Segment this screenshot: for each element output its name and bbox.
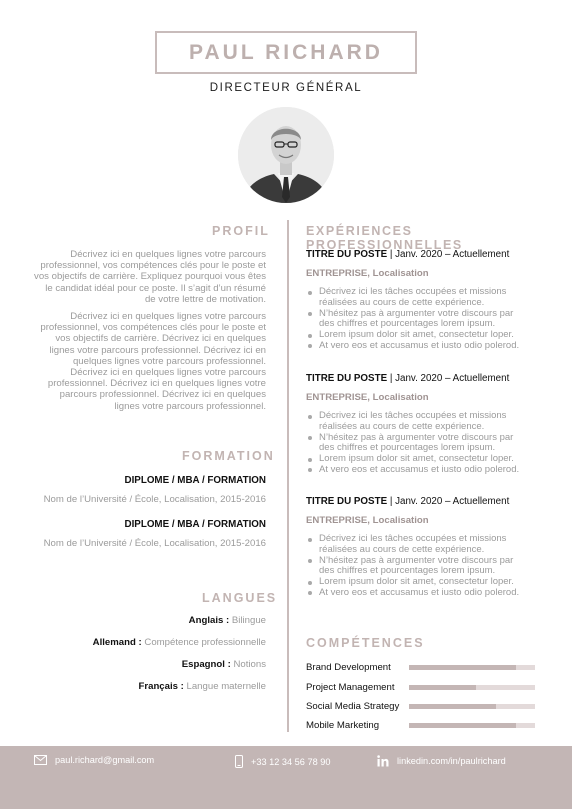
- bullet-item: Décrivez ici les tâches occupées et missions réalisées au cours de cette expérience.: [306, 534, 536, 556]
- job-heading: [306, 373, 546, 384]
- phone-text: +33 12 34 56 78 90: [251, 756, 331, 767]
- contact-phone[interactable]: [235, 755, 330, 768]
- skill-bar: [409, 685, 535, 690]
- job-period: | Janv. 2020 – Actuellement: [387, 373, 510, 384]
- language-level: Compétence professionnelle: [144, 637, 266, 648]
- job-period: | Janv. 2020 – Actuellement: [387, 249, 510, 260]
- bullet-item: Lorem ipsum dolor sit amet, consectetur loper.: [306, 577, 536, 588]
- job-bullets: [306, 411, 536, 476]
- candidate-name: PAUL RICHARD: [189, 40, 383, 64]
- contact-footer: [0, 746, 572, 809]
- job-position: TITRE DU POSTE: [306, 373, 388, 384]
- email-text: paul.richard@gmail.com: [55, 755, 155, 765]
- language-item: [32, 615, 266, 626]
- text-line: Décrivez ici en quelques lignes votre parcours: [70, 311, 266, 322]
- job-position: TITRE DU POSTE: [306, 249, 388, 260]
- job-heading: [306, 496, 546, 507]
- bullet-item: Lorem ipsum dolor sit amet, consectetur loper.: [306, 454, 536, 465]
- contact-linkedin[interactable]: [377, 755, 506, 767]
- skill-bar: [409, 704, 535, 709]
- profile-section-title: PROFIL: [212, 224, 270, 238]
- text-line: de votre lettre de motivation.: [144, 293, 266, 305]
- bullet-item: Décrivez ici les tâches occupées et missions réalisées au cours de cette expérience.: [306, 411, 536, 433]
- bullet-item: At vero eos et accusamus et iusto odio polerod.: [306, 465, 536, 476]
- job-company: ENTREPRISE, Localisation: [306, 392, 429, 403]
- education-section-title: FORMATION: [182, 449, 275, 463]
- skill-fill: [409, 665, 516, 670]
- skill-bar: [409, 665, 535, 670]
- text-line: professionnel, vos compétences clés pour le poste et: [40, 260, 266, 272]
- linkedin-text: linkedin.com/in/paulrichard: [397, 756, 506, 766]
- bullet-item: At vero eos et accusamus et iusto odio polerod.: [306, 588, 536, 599]
- text-line: le candidat idéal pour ce poste. Il s’agit d’un résumé: [45, 282, 266, 294]
- language-level: Langue maternelle: [186, 681, 266, 692]
- bullet-item: At vero eos et accusamus et iusto odio polerod.: [306, 341, 536, 352]
- job-heading: [306, 249, 546, 260]
- text-line: professionnel. Décrivez ici en quelques lignes votre: [47, 378, 266, 390]
- job-title: DIRECTEUR GÉNÉRAL: [209, 82, 363, 94]
- language-name: Anglais :: [188, 615, 230, 626]
- text-line: parcours professionnel. Décrivez ici en quelques: [59, 389, 266, 401]
- linkedin-icon: [377, 755, 389, 767]
- education-degree: DIPLOME / MBA / FORMATION: [124, 519, 266, 530]
- column-divider: [287, 220, 289, 732]
- education-detail: Nom de l’Université / École, Localisation, 2015-2016: [43, 494, 266, 505]
- person-portrait-icon: [238, 107, 334, 203]
- skill-fill: [409, 685, 476, 690]
- text-line: lignes votre parcours professionnel.: [114, 400, 266, 412]
- job-bullets: [306, 534, 536, 599]
- bullet-item: Décrivez ici les tâches occupées et missions réalisées au cours de cette expérience.: [306, 287, 536, 309]
- education-detail: Nom de l’Université / École, Localisation, 2015-2016: [43, 538, 266, 549]
- bullet-item: Lorem ipsum dolor sit amet, consectetur loper.: [306, 330, 536, 341]
- job-period: | Janv. 2020 – Actuellement: [387, 496, 510, 507]
- skill-fill: [409, 704, 496, 709]
- phone-icon: [235, 755, 243, 768]
- skill-label: Project Management: [306, 682, 395, 693]
- bullet-item: N’hésitez pas à argumenter votre discours par des chiffres et pourcentages lorem ipsum.: [306, 309, 536, 331]
- education-degree: DIPLOME / MBA / FORMATION: [124, 475, 266, 486]
- job-bullets: [306, 287, 536, 352]
- language-name: Espagnol :: [181, 659, 231, 670]
- job-company: ENTREPRISE, Localisation: [306, 268, 429, 279]
- contact-email[interactable]: [34, 755, 154, 765]
- language-item: [32, 637, 266, 648]
- language-item: [32, 681, 266, 692]
- envelope-icon: [34, 755, 47, 765]
- bullet-item: N’hésitez pas à argumenter votre discours par des chiffres et pourcentages lorem ipsum.: [306, 556, 536, 578]
- text-line: professionnel, vos compétences clés pour le poste et: [40, 322, 266, 334]
- language-level: Notions: [233, 659, 266, 670]
- skill-bar: [409, 723, 535, 728]
- skill-label: Mobile Marketing: [306, 720, 380, 731]
- language-name: Français :: [138, 681, 184, 692]
- text-line: vos objectifs de carrière. Expliquez pourquoi vous êtes: [34, 271, 266, 283]
- bullet-item: N’hésitez pas à argumenter votre discours par des chiffres et pourcentages lorem ipsum.: [306, 433, 536, 455]
- text-line: Décrivez ici en quelques lignes votre parcours: [70, 367, 266, 379]
- profile-paragraph-2: [32, 311, 266, 412]
- language-name: Allemand :: [92, 637, 142, 648]
- language-level: Bilingue: [231, 615, 266, 626]
- skill-label: Brand Development: [306, 662, 391, 673]
- name-box: [155, 31, 417, 74]
- job-position: TITRE DU POSTE: [306, 496, 388, 507]
- skill-fill: [409, 723, 516, 728]
- skill-label: Social Media Strategy: [306, 701, 400, 712]
- job-company: ENTREPRISE, Localisation: [306, 515, 429, 526]
- profile-paragraph-1: [32, 249, 266, 305]
- text-line: Décrivez ici en quelques lignes votre parcours: [70, 249, 266, 260]
- languages-section-title: LANGUES: [202, 591, 278, 605]
- text-line: lignes votre parcours professionnel. Décrivez ici en: [49, 344, 266, 356]
- skills-section-title: COMPÉTENCES: [306, 636, 425, 650]
- profile-photo: [238, 107, 334, 203]
- experience-section-title: EXPÉRIENCES PROFESSIONNELLES: [306, 224, 463, 252]
- text-line: quelques lignes votre parcours professionnel.: [72, 355, 266, 367]
- text-line: vos objectifs de carrière. Décrivez ici en quelques: [55, 333, 266, 345]
- language-item: [32, 659, 266, 670]
